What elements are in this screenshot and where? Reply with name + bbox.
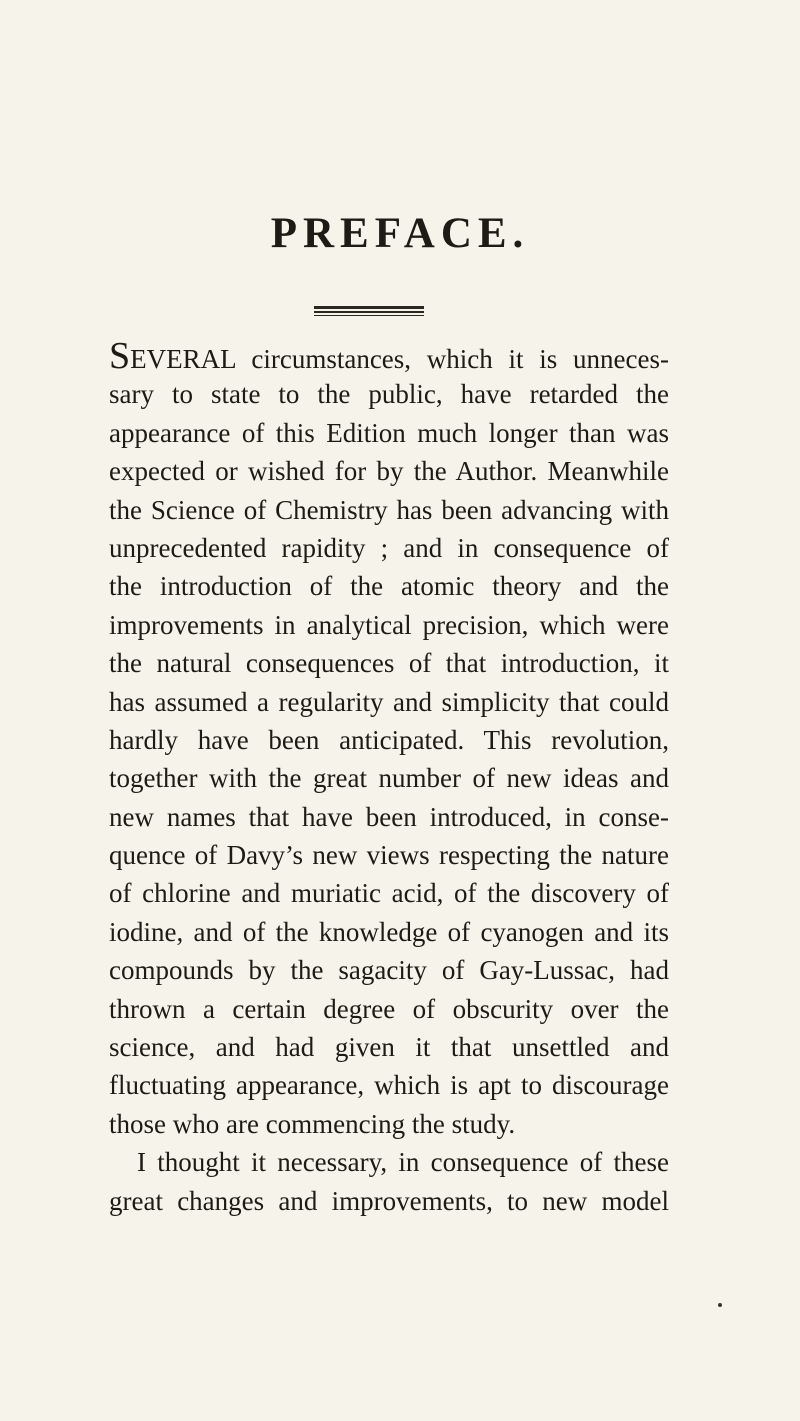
- line-text: circumstances, which it is unneces-: [235, 344, 669, 374]
- text-line: has assumed a regularity and simplicity that could: [109, 686, 669, 717]
- first-word-rest: EVERAL: [130, 344, 236, 374]
- rule-line-medium: [314, 311, 424, 313]
- text-line: improvements in analytical precision, which were: [109, 609, 669, 640]
- preface-text: [109, 337, 669, 1220]
- text-line: science, and had given it that unsettled and: [109, 1032, 669, 1063]
- text-line: new names that have been introduced, in conse-: [109, 801, 669, 832]
- title-rule: [314, 306, 424, 316]
- text-line: together with the great number of new ideas and: [109, 763, 669, 794]
- text-line: quence of Davy’s new views respecting the nature: [109, 840, 669, 871]
- text-line: the natural consequences of that introduction, it: [109, 648, 669, 679]
- text-line: thrown a certain degree of obscurity over the: [109, 993, 669, 1024]
- text-line: appearance of this Edition much longer than was: [109, 417, 669, 448]
- text-line: great changes and improvements, to new model: [109, 1185, 669, 1216]
- text-line: unprecedented rapidity ; and in consequence of: [109, 532, 669, 563]
- page-title: PREFACE.: [270, 210, 530, 257]
- text-line: the introduction of the atomic theory and the: [109, 571, 669, 602]
- text-line: sary to state to the public, have retarded the: [109, 379, 669, 410]
- rule-line-thick: [314, 306, 424, 309]
- initial-letter: S: [109, 335, 131, 377]
- text-line: of chlorine and muriatic acid, of the discovery of: [109, 878, 669, 909]
- text-line: compounds by the sagacity of Gay-Lussac, had: [109, 955, 669, 986]
- text-line: the Science of Chemistry has been advancing with: [109, 494, 669, 525]
- rule-line-thin: [314, 315, 424, 316]
- text-line: expected or wished for by the Author. Meanwhile: [109, 456, 669, 487]
- text-line: [109, 337, 669, 375]
- text-line: hardly have been anticipated. This revolution,: [109, 724, 669, 755]
- margin-dot: [718, 1303, 722, 1307]
- text-line: iodine, and of the knowledge of cyanogen and its: [109, 916, 669, 947]
- text-line: those who are commencing the study.: [109, 1108, 516, 1139]
- text-line: I thought it necessary, in consequence of these: [137, 1147, 669, 1178]
- text-line: fluctuating appearance, which is apt to discourage: [109, 1070, 669, 1101]
